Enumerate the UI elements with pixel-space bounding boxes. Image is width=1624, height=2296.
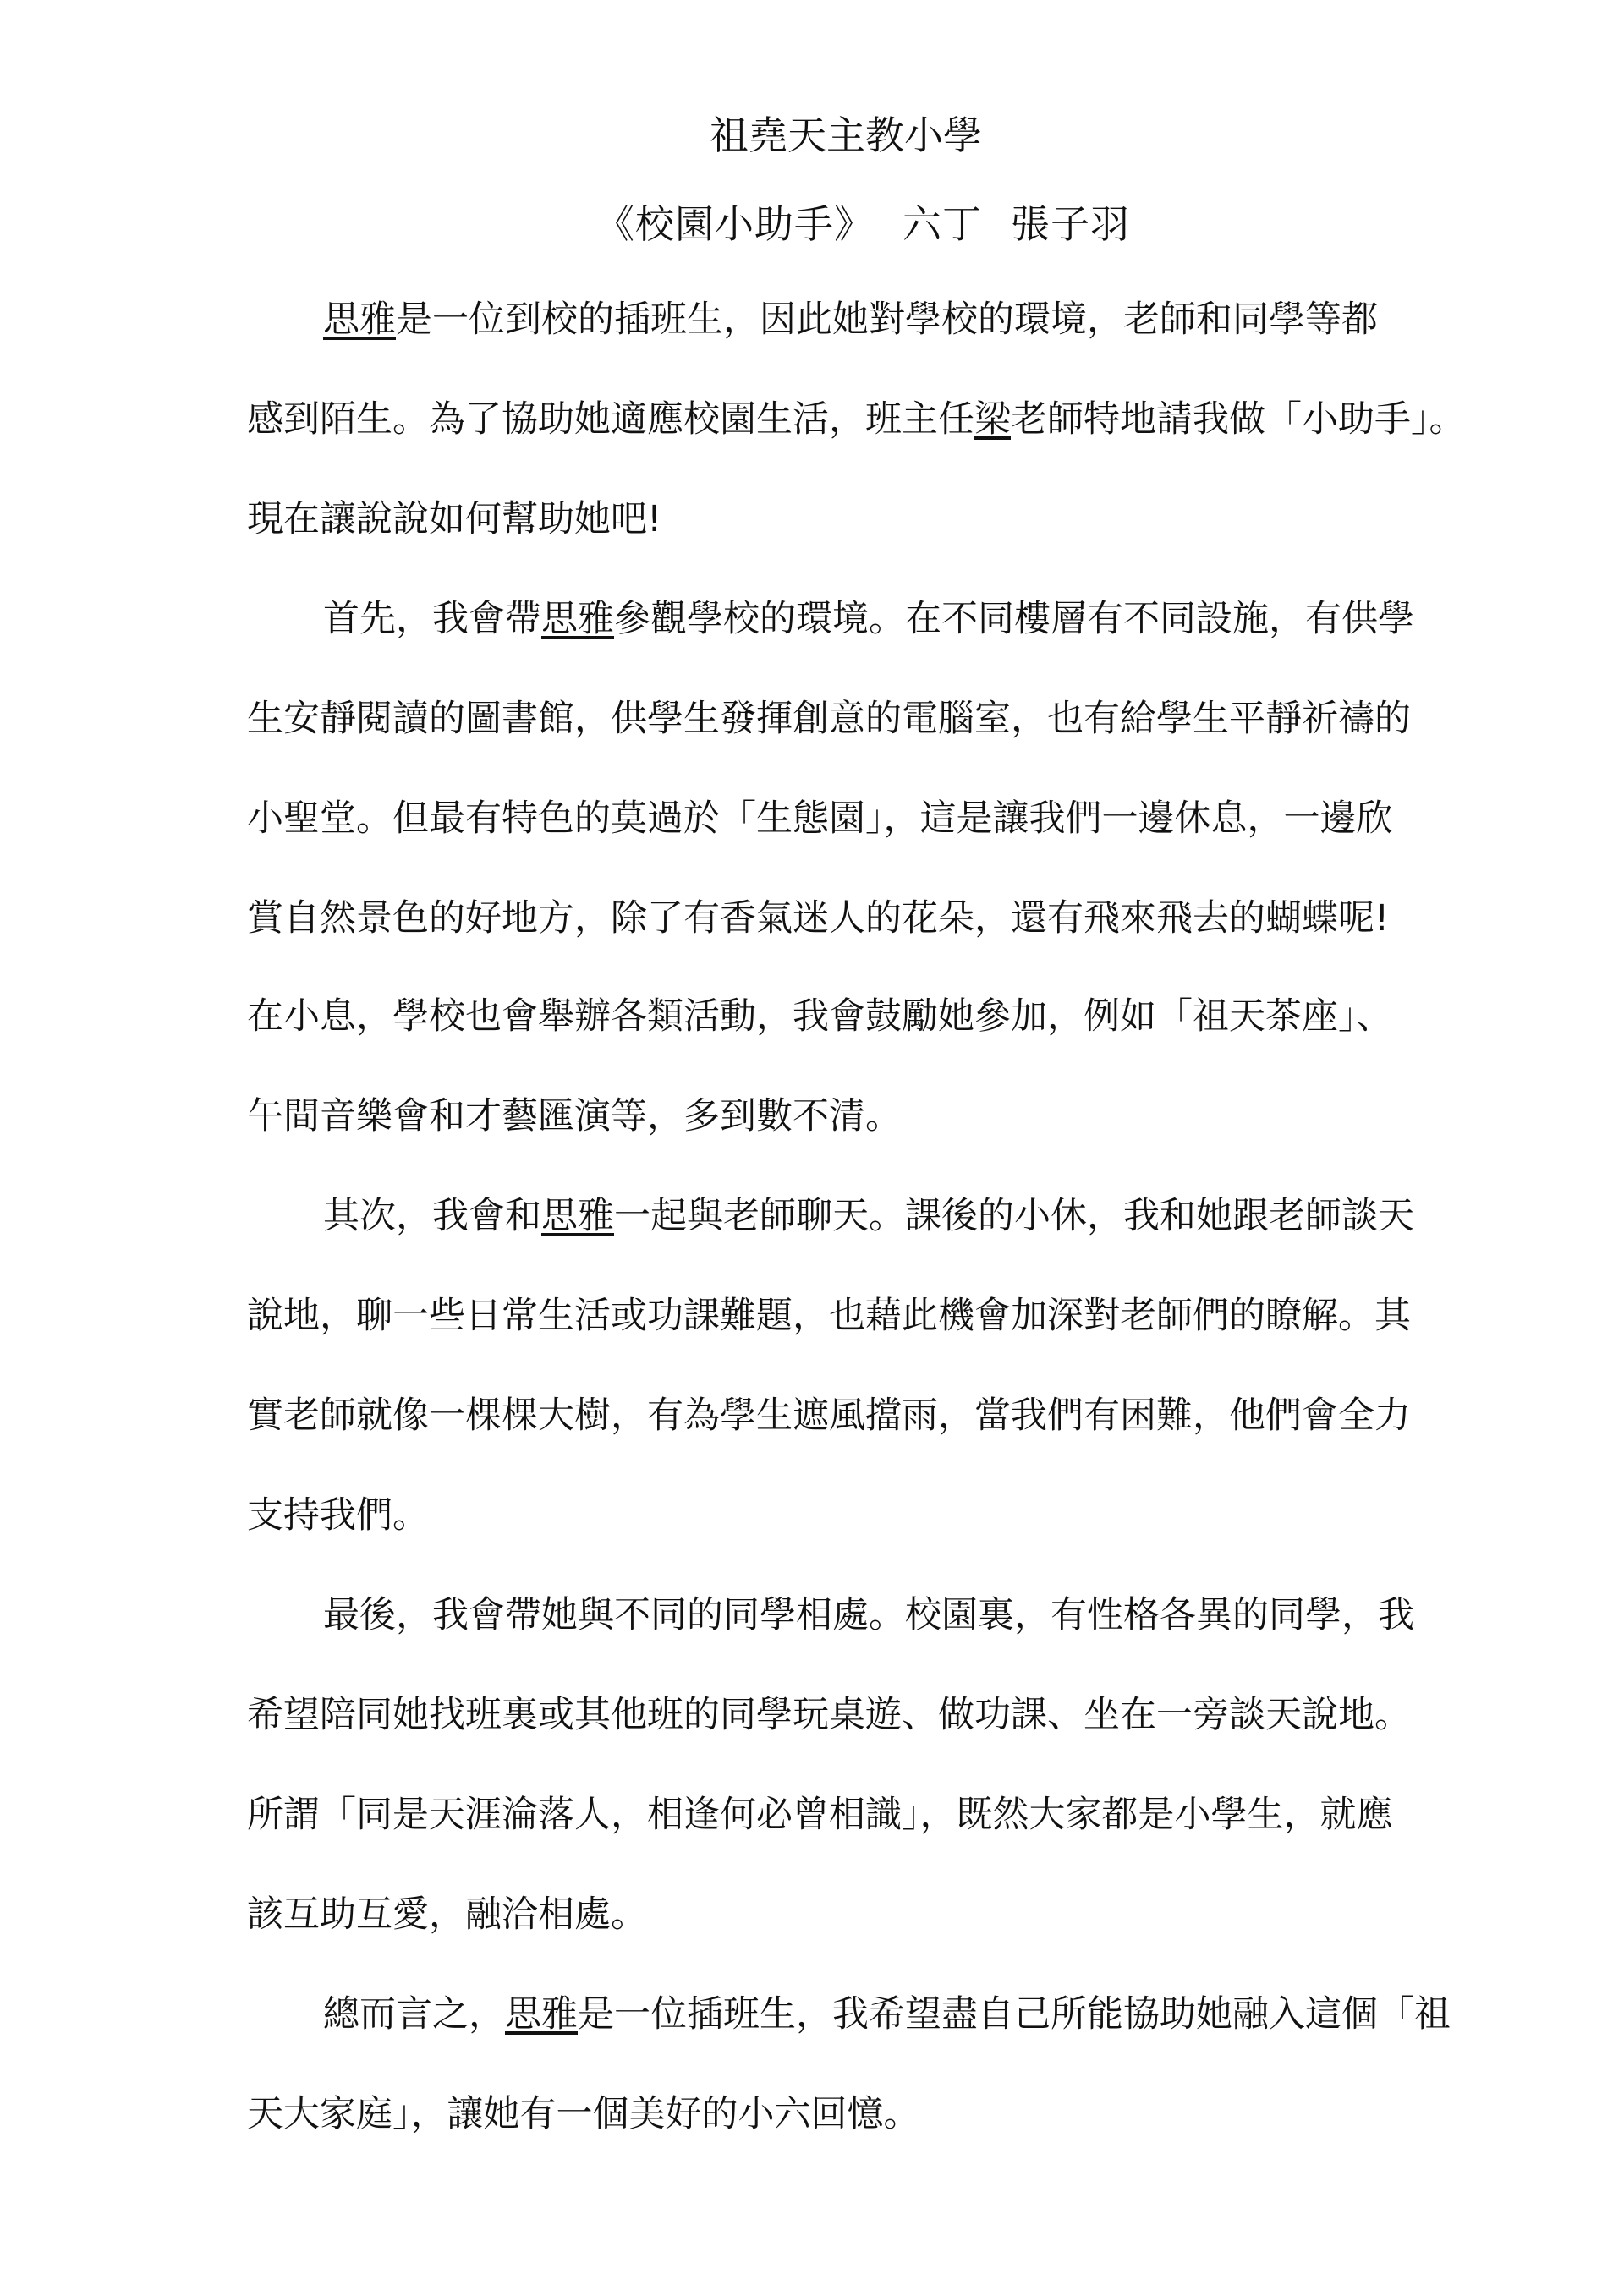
paragraph-2-line-2: 生安靜閱讀的圖書館，供學生發揮創意的電腦室，也有給學生平靜祈禱的 <box>247 698 1411 740</box>
paragraph-1-line-1 <box>247 294 1465 345</box>
essay-title: 《校園小助手》 <box>595 201 874 247</box>
text-run: 首先，我會帶 <box>323 598 541 640</box>
paragraph-2-line-4: 賞自然景色的好地方，除了有香氣迷人的花朵，還有飛來飛去的蝴蝶呢! <box>247 897 1390 940</box>
text-run: 是一位插班生，我希望盡自己所能協助她融入這個「祖 <box>578 1993 1451 2036</box>
paragraph-4-line-3: 所謂「同是天涯淪落人，相逢何必曾相識」，既然大家都是小學生，就應 <box>247 1794 1393 1836</box>
student-name: 思雅 <box>505 1993 578 2036</box>
paragraph-2-line-3: 小聖堂。但最有特色的莫過於「生態園」，這是讓我們一邊休息，一邊欣 <box>247 797 1393 840</box>
student-name: 思雅 <box>541 598 614 640</box>
essay-title-line <box>51 199 1624 249</box>
text-run: 感到陌生。為了協助她適應校園生活，班主任 <box>247 398 974 441</box>
paragraph-3-line-3: 實老師就像一棵棵大樹，有為學生遮風擋雨，當我們有困難，他們會全力 <box>247 1395 1411 1437</box>
paragraph-3-line-2: 說地，聊一些日常生活或功課難題，也藉此機會加深對老師們的瞭解。其 <box>247 1295 1411 1337</box>
paragraph-4-line-1 <box>247 1590 1465 1641</box>
student-name: 思雅 <box>541 1195 614 1237</box>
text-run: 最後，我會帶她與不同的同學相處。校園裏，有性格各異的同學，我 <box>323 1594 1414 1636</box>
text-run: 老師特地請我做「小助手」。 <box>1011 398 1466 441</box>
text-run: 是一位到校的插班生，因此她對學校的環境，老師和同學等都 <box>396 299 1378 341</box>
paragraph-5-line-1 <box>247 1989 1465 2040</box>
author-name: 張子羽 <box>1011 201 1130 247</box>
paragraph-2-line-1 <box>247 594 1465 644</box>
class-name: 六丁 <box>903 201 982 247</box>
paragraph-3-line-4: 支持我們。 <box>247 1494 429 1537</box>
paragraph-1-line-2 <box>247 394 1465 445</box>
paragraph-2-line-6: 午間音樂會和才藝匯演等，多到數不清。 <box>247 1095 902 1137</box>
paragraph-1-line-3: 現在讓說說如何幫助她吧! <box>247 498 662 540</box>
paragraph-3-line-1 <box>247 1191 1465 1241</box>
text-run: 其次，我會和 <box>323 1195 541 1237</box>
student-name: 思雅 <box>323 299 396 341</box>
paragraph-2-line-5: 在小息，學校也會舉辦各類活動，我會鼓勵她參加，例如「祖天茶座」、 <box>247 995 1393 1038</box>
text-run: 總而言之， <box>323 1993 505 2036</box>
text-run: 參觀學校的環境。在不同樓層有不同設施，有供學 <box>614 598 1414 640</box>
teacher-name: 梁 <box>974 398 1011 441</box>
text-run: 一起與老師聊天。課後的小休，我和她跟老師談天 <box>614 1195 1414 1237</box>
paragraph-5-line-2: 天大家庭」，讓她有一個美好的小六回憶。 <box>247 2093 920 2135</box>
paragraph-4-line-4: 該互助互愛，融洽相處。 <box>247 1893 647 1936</box>
paragraph-4-line-2: 希望陪同她找班裏或其他班的同學玩桌遊、做功課、坐在一旁談天說地。 <box>247 1694 1411 1736</box>
school-title: 祖堯天主教小學 <box>710 112 982 158</box>
